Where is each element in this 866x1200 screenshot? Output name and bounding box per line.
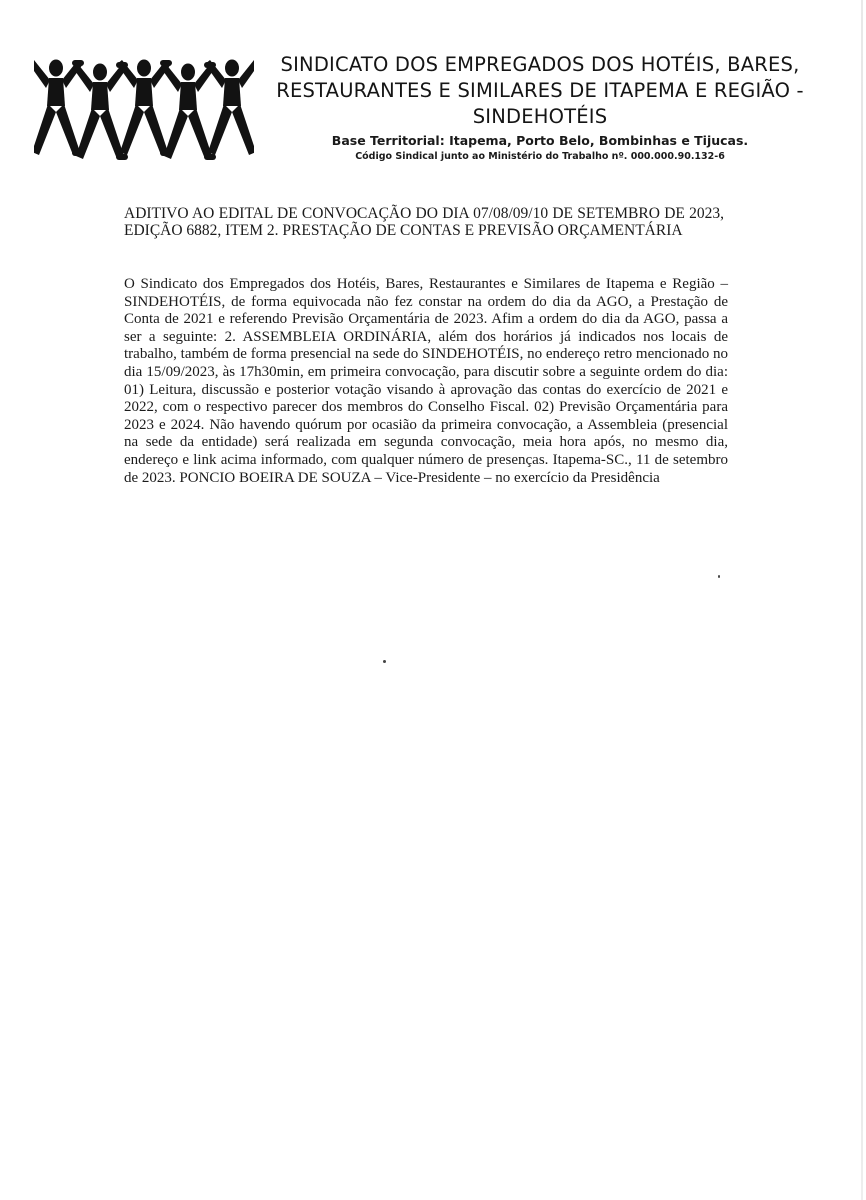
notice-heading: ADITIVO AO EDITAL DE CONVOCAÇÃO DO DIA 07/08/09/10 DE SETEMBRO DE 2023, EDIÇÃO 6882, ITEM 2. PRESTAÇÃO DE CONTAS E PREVISÃO ORÇAMENTÁRIA xyxy=(124,205,724,239)
territorial-base-line: Base Territorial: Itapema, Porto Belo, Bombinhas e Tijucas. xyxy=(331,133,749,148)
paper-chain-people-icon xyxy=(34,42,254,164)
union-code-line: Código Sindical junto ao Ministério do Trabalho nº. 000.000.90.132-6 xyxy=(355,151,725,162)
scan-edge-shadow xyxy=(861,0,863,1200)
scan-speck xyxy=(383,660,386,663)
scan-speck xyxy=(718,575,720,578)
notice-body: O Sindicato dos Empregados dos Hotéis, Bares, Restaurantes e Similares de Itapema e Região – SINDEHOTÉIS, de forma equivocada não fez constar na ordem do dia da AGO, a Prestação de Conta de 2021 e referendo Previsão Orçamentária de 2023. Afim a ordem do dia da AGO, passa a ser a seguinte: 2. ASSEMBLEIA ORDINÁRIA, além dos horários já indicados nos locais de trabalho, também de forma presencial na sede do SINDEHOTÉIS, no endereço retro mencionado no dia 15/09/2023, às 17h30min, em primeira convocação, para discutir sobre a seguinte ordem do dia: 01) Leitura, discussão e posterior votação visando à aprovação das contas do exercício de 2021 e 2022, com o respectivo parecer dos membros do Conselho Fiscal. 02) Previsão Orçamentária para 2023 e 2024. Não havendo quórum por ocasião da primeira convocação, a Assembleia (presencial na sede da entidade) será realizada em segunda convocação, meia hora após, no mesmo dia, endereço e link acima informado, com qualquer número de presenças. Itapema-SC., 11 de setembro de 2023. PONCIO BOEIRA DE SOUZA – Vice-Presidente – no exercício da Presidência xyxy=(124,276,728,486)
union-name-heading: SINDICATO DOS EMPREGADOS DOS HOTÉIS, BARES, RESTAURANTES E SIMILARES DE ITAPEMA E REGIÃO - SINDEHOTÉIS xyxy=(276,53,804,128)
